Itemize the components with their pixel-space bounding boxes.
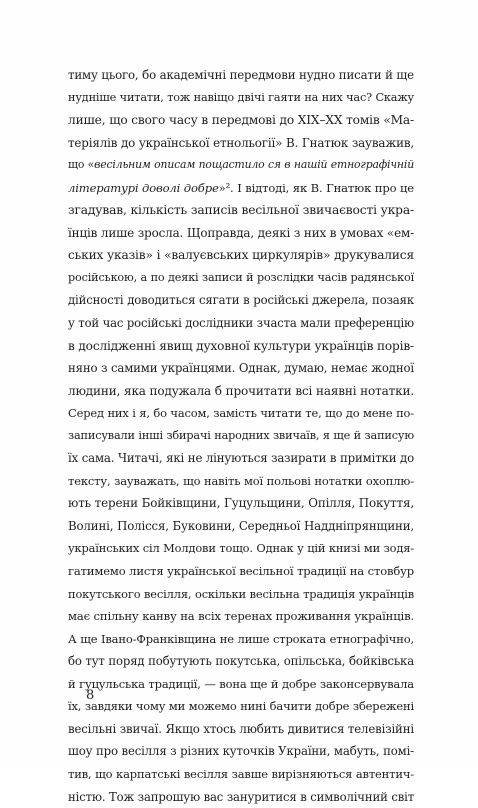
text-line	[68, 718, 414, 741]
text-line	[68, 605, 414, 628]
text-line	[68, 560, 414, 583]
text-line	[68, 650, 414, 673]
text-run: їнців лише зросла. Щоправда, деякі з них в умовах «ем-	[68, 226, 414, 240]
text-run: шоу про весілля з різних куточків України, мабуть, помі-	[68, 744, 414, 758]
text-line	[68, 109, 414, 132]
text-line	[68, 470, 414, 493]
text-line	[68, 763, 414, 786]
text-run: нудніше читати, тож навіщо двічі гаяти на них час? Скажу	[68, 91, 414, 104]
text-run: лише, що свого часу в передмові до ХІХ–ХХ томів «Ма-	[68, 113, 414, 127]
text-line	[68, 402, 414, 425]
text-line	[68, 87, 414, 110]
text-run: що «	[68, 158, 94, 171]
text-run: тиму цього, бо академічні передмови нудно писати й ще	[68, 68, 414, 82]
text-run: теріялів до української етнольогії» В. Гнатюк зауважив,	[68, 136, 414, 150]
text-line	[68, 199, 414, 222]
text-run: »². І відтоді, як В. Гнатюк про це	[219, 181, 414, 195]
text-run: російською, а по деякі записи й розслідки часів радянської	[68, 271, 414, 284]
text-run: няно з самими українцями. Однак, думаю, немає жодної	[68, 361, 414, 375]
text-run: Волині, Полісся, Буковини, Середньої Наддніпрянщини,	[68, 519, 414, 533]
text-line	[68, 673, 414, 696]
text-line	[68, 154, 414, 177]
italic-quote: весільним описам пощастило ся в нашій етнографічній	[94, 158, 414, 171]
text-run: гатимемо листя української весільної традиції на стовбур	[68, 564, 414, 578]
text-run: українських сіл Молдови тощо. Однак у цій книзі ми зодя-	[68, 541, 414, 555]
text-run: ських указів» і «валуєвських циркулярів» друкувалися	[68, 248, 414, 262]
text-run: їх, завдяки чому ми можемо нині бачити добре збережені	[68, 699, 414, 713]
text-line	[68, 132, 414, 155]
text-run: людини, яка подужала б прочитати всі наявні нотатки.	[68, 384, 414, 398]
text-line	[68, 447, 414, 470]
text-line	[68, 583, 414, 606]
text-line	[68, 380, 414, 403]
text-run: тив, що карпатські весілля завше вирізняються автентич-	[68, 767, 414, 781]
text-line	[68, 786, 414, 808]
text-run: бо тут поряд побутують покутська, опільська, бойківська	[68, 654, 414, 668]
text-run: тексту, зауважать, що навіть мої польові нотатки охоплю-	[68, 474, 414, 488]
text-line	[68, 515, 414, 538]
text-run: в дослідженні явищ духовної культури українців порів-	[68, 339, 414, 353]
text-line	[68, 537, 414, 560]
text-run: згадував, кількість записів весільної звичаєвості укра-	[68, 203, 414, 217]
page-number: 8	[86, 688, 94, 704]
text-run: має спільну канву на всіх теренах проживання українців.	[68, 609, 414, 623]
text-line	[68, 222, 414, 245]
text-line	[68, 244, 414, 267]
text-line	[68, 289, 414, 312]
text-line	[68, 312, 414, 335]
text-run: ють терени Бойківщини, Гуцульщини, Опілля, Покуття,	[68, 496, 414, 510]
text-run: записували інші збирачі народних звичаїв, я ще й записую	[68, 429, 414, 442]
text-run: А ще Івано-Франківщина не лише строката етнографічно,	[68, 632, 414, 646]
text-line	[68, 492, 414, 515]
text-run: покутського весілля, оскільки весільна традиція українців	[68, 587, 414, 601]
text-run: Серед них і я, бо часом, замість читати те, що до мене по-	[68, 406, 414, 420]
text-line	[68, 335, 414, 358]
text-line	[68, 695, 414, 718]
text-line	[68, 740, 414, 763]
text-line	[68, 177, 414, 200]
text-run: весільні звичаї. Якщо хтось любить дивитися телевізійні	[68, 722, 414, 736]
italic-quote: літературі доволі добре	[68, 181, 219, 195]
text-line	[68, 267, 414, 290]
body-text	[68, 64, 414, 808]
text-line	[68, 357, 414, 380]
text-line	[68, 64, 414, 87]
text-line	[68, 425, 414, 448]
text-run: й гуцульська традиції, — вона ще й добре законсервувала	[68, 677, 414, 691]
text-line	[68, 628, 414, 651]
text-run: дійсності доводиться сягати в російські джерела, позаяк	[68, 293, 414, 307]
text-run: ністю. Тож запрошую вас зануритися в символічний світ	[68, 790, 414, 804]
text-run: їх сама. Читачі, які не лінуються зазирати в примітки до	[68, 451, 414, 465]
text-run: у той час російські дослідники зчаста мали преференцію	[68, 316, 414, 330]
